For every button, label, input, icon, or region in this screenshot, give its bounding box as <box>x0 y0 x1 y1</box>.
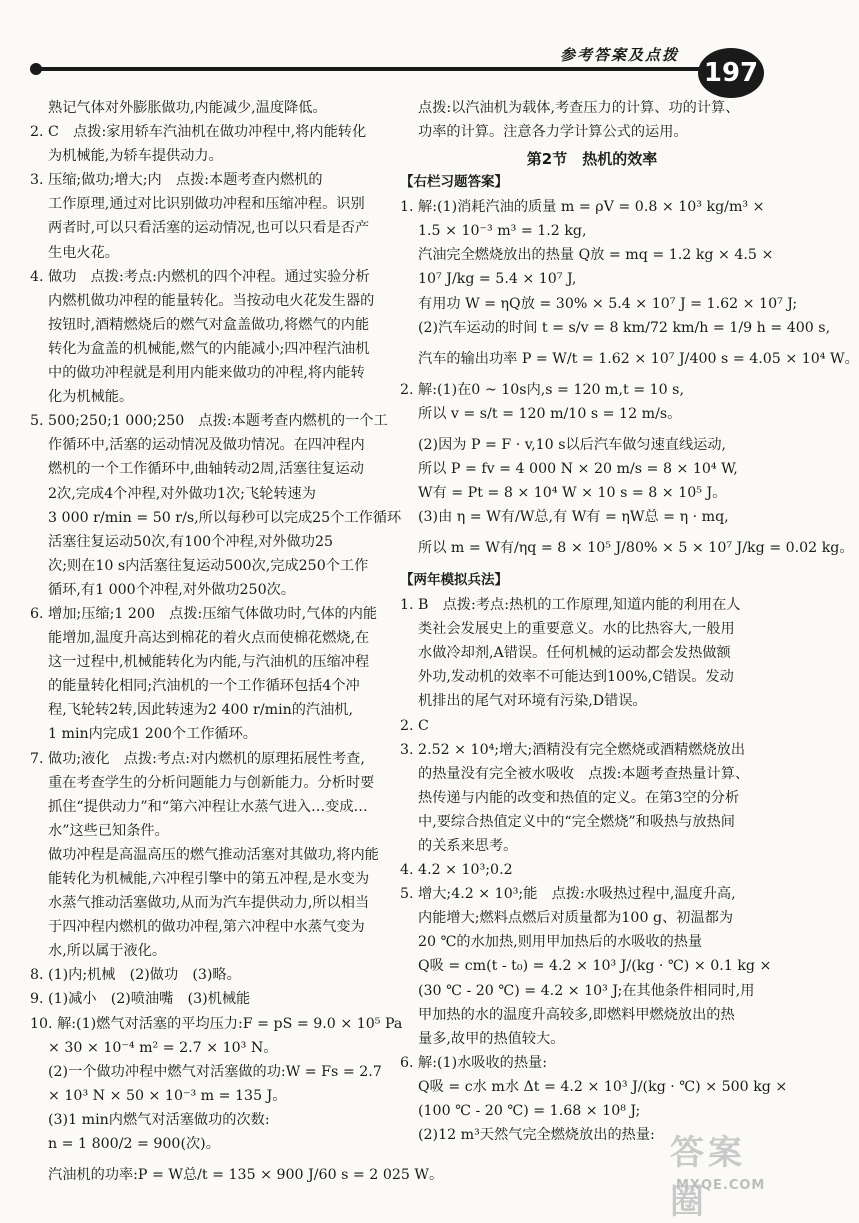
text-line: 的热量没有完全被水吸收 点拨:本题考查热量计算、 <box>418 765 750 782</box>
text-line: 甲加热的水的温度升高较多,即燃料甲燃烧放出的热 <box>418 1006 735 1023</box>
formula-line: (3)由 η = W有/W总,有 W有 = ηW总 = η · mq, <box>418 509 729 526</box>
text-line: 量多,故甲的热值较大。 <box>418 1030 565 1047</box>
text-line: × 30 × 10⁻⁴ m² = 2.7 × 10³ N。 <box>48 1039 278 1056</box>
text-line: 功率的计算。注意各力学计算公式的运用。 <box>418 124 688 141</box>
text-line: 活塞往复运动50次,有100个冲程,对外做功25 <box>48 533 334 550</box>
text-line: 循环,有1 000个冲程,对外做功250次。 <box>48 581 295 598</box>
formula-line: 所以 m = W有/ηq = 8 × 10⁵ J/80% × 5 × 10⁷ J/kg = 0.02 kg。 <box>418 540 854 557</box>
answer-line: 9. (1)减小 (2)喷油嘴 (3)机械能 <box>30 991 251 1008</box>
text-line: 水做冷却剂,A错误。任何机械的运动都会发热做额 <box>418 645 731 662</box>
section-title: 第2节 热机的效率 <box>526 150 658 169</box>
text-line: 作循环中,活塞的运动情况及做功情况。在四冲程内 <box>48 437 365 454</box>
text-line: 工作原理,通过对比识别做功冲程和压缩冲程。识别 <box>48 196 365 213</box>
text-line: 水蒸气推动活塞做功,从而为汽车提供动力,所以相当 <box>48 895 370 912</box>
text-line: 水,所以属于液化。 <box>48 943 167 960</box>
text-line: 熟记气体对外膨胀做功,内能减少,温度降低。 <box>48 100 327 116</box>
text-line: 内燃机做功冲程的能量转化。当按动电火花发生器的 <box>48 292 375 309</box>
header-rule <box>34 67 724 71</box>
text-line: 所以 P = fv = 4 000 N × 20 m/s = 8 × 10⁴ W, <box>418 460 738 477</box>
text-line: 中的做功冲程就是利用内能来做功的冲程,将内能转 <box>48 365 365 382</box>
right-column <box>400 96 859 1147</box>
sub-heading: 【右栏习题答案】 <box>400 174 508 191</box>
text-line: 能转化为机械能,六冲程引擎中的第五冲程,是水变为 <box>48 871 370 887</box>
text-line: 为机械能,为轿车提供动力。 <box>48 148 223 165</box>
header-title: 参考答案及点拨 <box>560 46 680 64</box>
text-line: 化为机械能。 <box>48 389 134 406</box>
answer-line: 4. 做功 点拨:考点:内燃机的四个冲程。通过实验分析 <box>30 268 370 285</box>
formula-line: n = 1 800/2 = 900(次)。 <box>48 1136 220 1153</box>
answer-line: 5. 500;250;1 000;250 点拨:本题考查内燃机的一个工 <box>30 413 388 430</box>
header-dot <box>30 63 42 75</box>
text-line: 次;则在10 s内活塞往复运动500次,完成250个工作 <box>48 557 369 574</box>
answer-line: 1. B 点拨:考点:热机的工作原理,知道内能的利用在人 <box>400 597 741 614</box>
formula-line: 汽车的输出功率 P = W/t = 1.62 × 10⁷ J/400 s = 4.05 × 10⁴ W。 <box>418 350 859 367</box>
text-line: 程,飞轮转2转,因此转速为2 400 r/min的汽油机, <box>48 702 353 719</box>
answer-line: 4. 4.2 × 10³;0.2 <box>400 862 513 879</box>
formula-line: 汽油机的功率:P = W总/t = 135 × 900 J/60 s = 2 025 W。 <box>48 1167 444 1184</box>
page-header <box>0 0 801 92</box>
answer-line: 3. 压缩;做功;增大;内 点拨:本题考查内燃机的 <box>30 172 323 189</box>
text-line: 机排出的尾气对环境有污染,D错误。 <box>418 693 647 710</box>
text-line: 点拨:以汽油机为载体,考查压力的计算、功的计算、 <box>418 100 740 116</box>
text-line: 1.5 × 10⁻³ m³ = 1.2 kg, <box>418 223 587 240</box>
sub-heading: 【两年模拟兵法】 <box>400 572 508 589</box>
text-line: 做功冲程是高温高压的燃气推动活塞对其做功,将内能 <box>48 846 379 863</box>
text-line: × 10³ N × 50 × 10⁻³ m = 135 J。 <box>48 1087 287 1104</box>
text-line: (2)因为 P = F · v,10 s以后汽车做匀速直线运动, <box>418 436 727 453</box>
text-line: 水”这些已知条件。 <box>48 822 169 839</box>
text-line: 燃机的一个工作循环中,曲轴转动2周,活塞往复运动 <box>48 461 364 478</box>
text-line: 1 min内完成1 200个工作循环。 <box>48 726 257 743</box>
answer-line: 10. 解:(1)燃气对活塞的平均压力:F = pS = 9.0 × 10⁵ Pa <box>30 1015 403 1032</box>
text-line: 的能量转化相同;汽油机的一个工作循环包括4个冲 <box>48 678 360 695</box>
formula-line: (2)汽车运动的时间 t = s/v = 8 km/72 km/h = 1/9 h = 400 s, <box>418 319 831 336</box>
text-line: 于四冲程内燃机的做功冲程,第六冲程中水蒸气变为 <box>48 919 365 936</box>
text-line: 转化为盒盖的机械能,燃气的内能减小;四冲程汽油机 <box>48 340 370 357</box>
text-line: 外功,发动机的效率不可能达到100%,C错误。发动 <box>418 669 734 686</box>
text-line: (30 ℃ - 20 ℃) = 4.2 × 10³ J;在其他条件相同时,用 <box>418 982 755 999</box>
formula-line: 所以 v = s/t = 120 m/10 s = 12 m/s。 <box>418 405 682 422</box>
text-line: 3 000 r/min = 50 r/s,所以每秒可以完成25个工作循环 <box>48 509 402 526</box>
text-line: 的关系来思考。 <box>418 837 518 854</box>
text-line: Q吸 = c水 m水 Δt = 4.2 × 10³ J/(kg · ℃) × 500 kg × <box>418 1078 788 1095</box>
text-line: 抓住“提供动力”和“第六冲程让水蒸气进入…变成… <box>48 798 368 815</box>
text-line: 重在考查学生的分析问题能力与创新能力。分析时要 <box>48 774 375 791</box>
text-line: Q吸 = cm(t - t₀) = 4.2 × 10³ J/(kg · ℃) × 0.1 kg × <box>418 958 772 975</box>
text-line: W有 = Pt = 8 × 10⁴ W × 10 s = 8 × 10⁵ J。 <box>418 484 727 501</box>
answer-line: 2. C <box>400 717 429 734</box>
text-line: 有用功 W = ηQ放 = 30% × 5.4 × 10⁷ J = 1.62 × 10⁷ J; <box>418 295 798 312</box>
answer-line: 5. 增大;4.2 × 10³;能 点拨:水吸热过程中,温度升高, <box>400 886 736 903</box>
text-line: (100 ℃ - 20 ℃) = 1.68 × 10⁸ J; <box>418 1103 641 1119</box>
text-line: 中,要综合热值定义中的“完全燃烧”和吸热与放热间 <box>418 813 735 830</box>
text-line: 内能增大;燃料点燃后对质量都为100 g、初温都为 <box>418 910 734 927</box>
answer-line: 2. C 点拨:家用轿车汽油机在做功冲程中,将内能转化 <box>30 124 367 141</box>
text-line: (2)一个做功冲程中燃气对活塞做的功:W = Fs = 2.7 <box>48 1063 382 1080</box>
left-column <box>30 96 444 1194</box>
answer-line: 2. 解:(1)在0 ~ 10s内,s = 120 m,t = 10 s, <box>400 381 684 398</box>
text-line: 热传递与内能的改变和热值的定义。在第3空的分析 <box>418 789 740 806</box>
text-line: 汽油完全燃烧放出的热量 Q放 = mq = 1.2 kg × 4.5 × <box>418 247 774 264</box>
answer-line: 1. 解:(1)消耗汽油的质量 m = ρV = 0.8 × 10³ kg/m³ × <box>400 199 765 216</box>
text-line: 类社会发展史上的重要意义。水的比热容大,一般用 <box>418 621 735 638</box>
text-line: 10⁷ J/kg = 5.4 × 10⁷ J, <box>418 271 577 288</box>
answer-line: 6. 增加;压缩;1 200 点拨:压缩气体做功时,气体的内能 <box>30 605 378 622</box>
text-line: 这一过程中,机械能转化为内能,与汽油机的压缩冲程 <box>48 654 370 671</box>
answer-line: 7. 做功;液化 点拨:考点:对内燃机的原理拓展性考查, <box>30 750 365 767</box>
watermark-url: MXQE.COM <box>676 1178 766 1193</box>
text-line: 两者时,可以只看活塞的运动情况,也可以只看是否产 <box>48 220 370 237</box>
answer-line: 8. (1)内;机械 (2)做功 (3)略。 <box>30 967 241 984</box>
text-line: 生电火花。 <box>48 244 119 261</box>
answer-line: 6. 解:(1)水吸收的热量: <box>400 1054 548 1071</box>
watermark-logo: 答案圈 <box>670 1133 746 1222</box>
page-number-badge: 197 <box>698 48 764 98</box>
text-line: 20 ℃的水加热,则用甲加热后的水吸收的热量 <box>418 934 703 951</box>
text-line: (2)12 m³天然气完全燃烧放出的热量: <box>418 1127 655 1144</box>
text-line: 按钮时,酒精燃烧后的燃气对盒盖做功,将燃气的内能 <box>48 316 370 333</box>
text-line: (3)1 min内燃气对活塞做功的次数: <box>48 1111 270 1128</box>
answer-line: 3. 2.52 × 10⁴;增大;酒精没有完全燃烧或酒精燃烧放出 <box>400 741 746 758</box>
text-line: 2次,完成4个冲程,对外做功1次;飞轮转速为 <box>48 485 316 502</box>
text-line: 能增加,温度升高达到棉花的着火点而使棉花燃烧,在 <box>48 630 370 647</box>
